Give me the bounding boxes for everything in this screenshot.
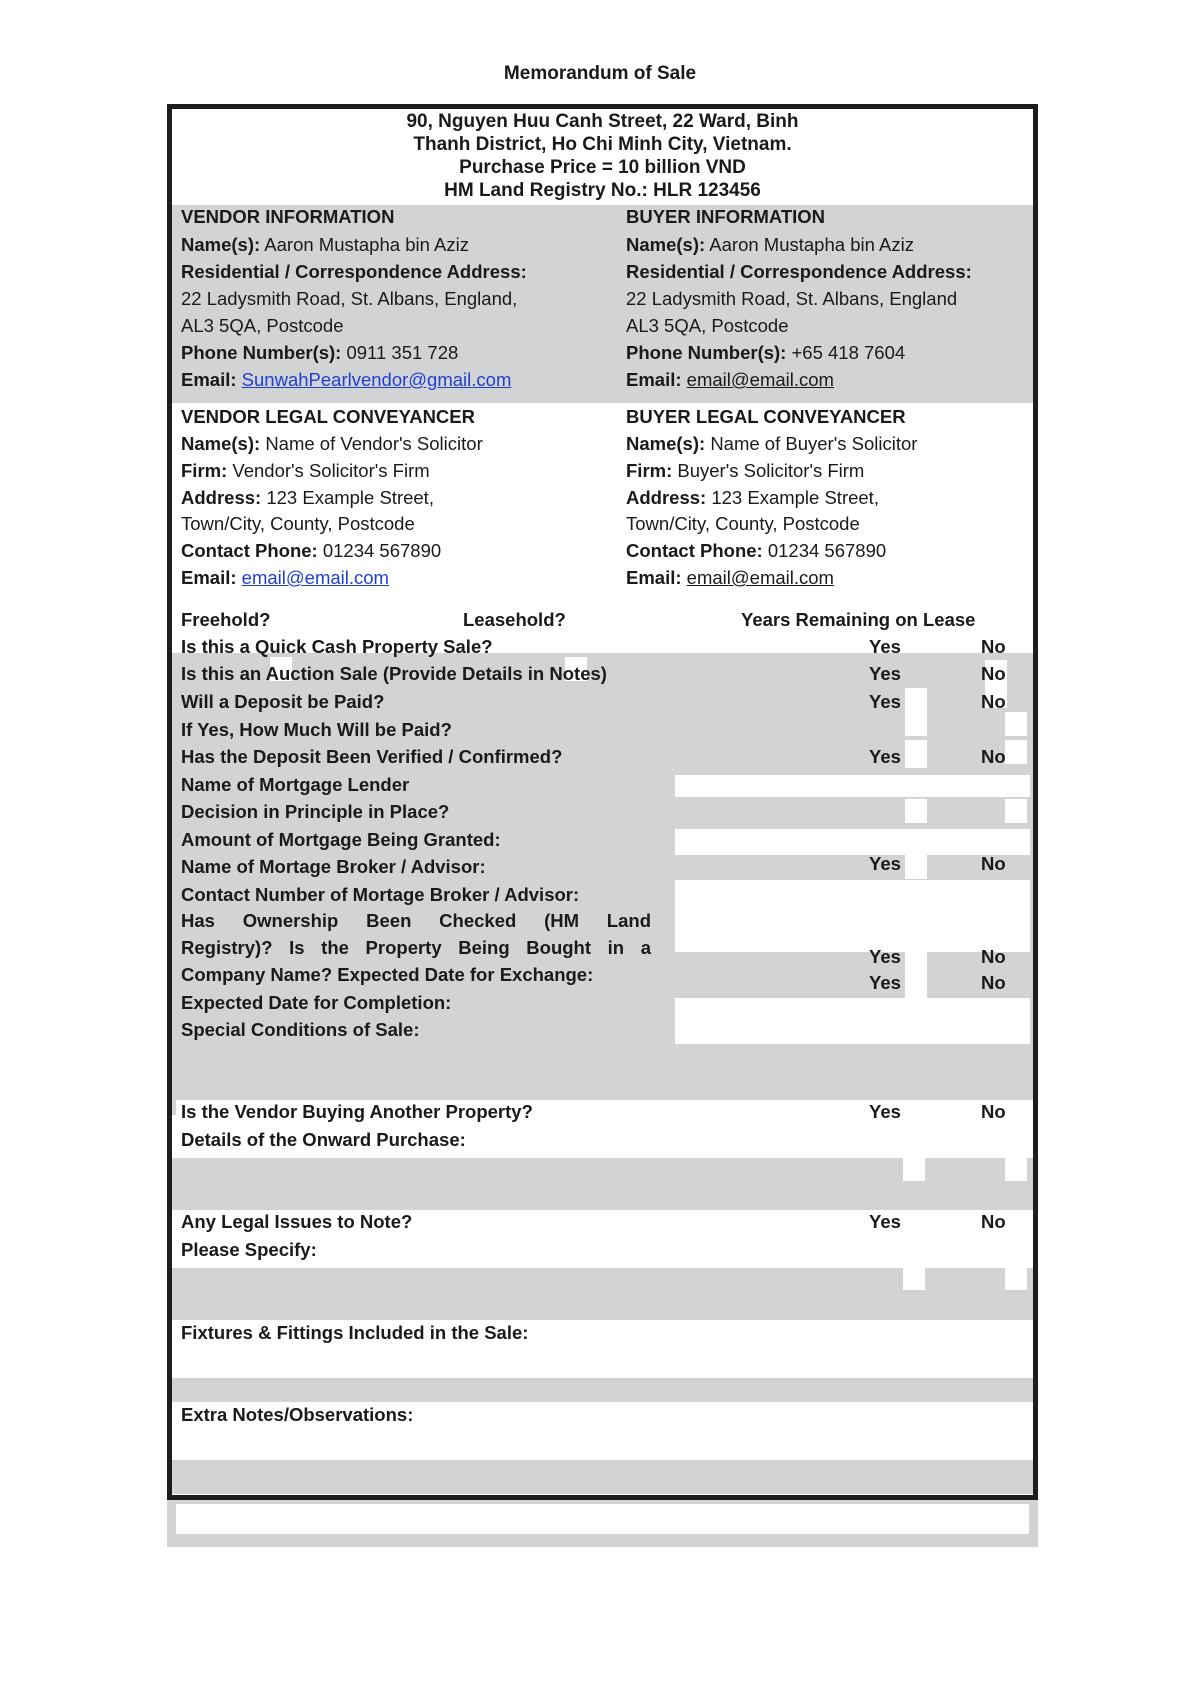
- yes-label: Yes: [869, 636, 901, 657]
- q-notes: Extra Notes/Observations:: [181, 1404, 414, 1425]
- bc-phone: 01234 567890: [767, 540, 887, 561]
- bc-address-row: [626, 487, 917, 509]
- q-auction: Is this an Auction Sale (Provide Details in Notes): [181, 663, 607, 684]
- vendor-phone-row: [181, 342, 527, 364]
- vc-name-row: [181, 433, 483, 455]
- buyer-address-label: Residential / Correspondence Address:: [626, 261, 972, 282]
- buyer-conveyancer-section: [626, 406, 917, 589]
- vc-name-label: Name(s):: [181, 433, 261, 454]
- q-how-much: If Yes, How Much Will be Paid?: [181, 719, 452, 740]
- yes-label: Yes: [869, 853, 901, 874]
- bc-email-link[interactable]: email@email.com: [686, 567, 834, 588]
- q-special: Special Conditions of Sale:: [181, 1019, 420, 1040]
- vendor-phone: 0911 351 728: [346, 342, 459, 363]
- buyer-name-label: Name(s):: [626, 234, 706, 255]
- property-header: [172, 110, 1033, 202]
- bc-name-label: Name(s):: [626, 433, 706, 454]
- buyer-name-row: [626, 234, 972, 256]
- q-onward: Details of the Onward Purchase:: [181, 1129, 466, 1150]
- bc-firm: Buyer's Solicitor's Firm: [677, 460, 865, 481]
- yes-label: Yes: [869, 1101, 901, 1122]
- no-label: No: [981, 972, 1006, 993]
- vendor-address-line1: 22 Ladysmith Road, St. Albans, England,: [181, 288, 518, 309]
- bc-address-line1: 123 Example Street,: [711, 487, 879, 508]
- yes-label: Yes: [869, 1211, 901, 1232]
- buyer-email-row: [626, 369, 972, 391]
- q-mortgage-lender: Name of Mortgage Lender: [181, 774, 410, 795]
- vc-address-row: [181, 487, 483, 509]
- q-ownership: [181, 910, 651, 986]
- no-label: No: [981, 663, 1006, 684]
- buyer-address-line2: AL3 5QA, Postcode: [626, 315, 789, 336]
- bc-firm-row: [626, 460, 917, 482]
- q-legal: Any Legal Issues to Note?: [181, 1211, 413, 1232]
- bc-phone-row: [626, 540, 917, 562]
- vendor-email-label: Email:: [181, 369, 237, 390]
- q-decision: Decision in Principle in Place?: [181, 801, 450, 822]
- bc-email-row: [626, 567, 917, 589]
- bc-address-label: Address:: [626, 487, 707, 508]
- q-mortgage-amount: Amount of Mortgage Being Granted:: [181, 829, 501, 850]
- q-deposit: Will a Deposit be Paid?: [181, 691, 385, 712]
- q-specify: Please Specify:: [181, 1239, 317, 1260]
- vc-phone-label: Contact Phone:: [181, 540, 318, 561]
- freehold-label: Freehold?: [181, 609, 271, 630]
- vc-phone: 01234 567890: [322, 540, 442, 561]
- bc-name-row: [626, 433, 917, 455]
- no-label: No: [981, 946, 1006, 967]
- q-quick-cash: Is this a Quick Cash Property Sale?: [181, 636, 493, 657]
- q-ownership-line2: Registry)? Is the Property Being Bought in a: [181, 937, 651, 958]
- vc-phone-row: [181, 540, 483, 562]
- q-ownership-line1: Has Ownership Been Checked (HM Land: [181, 910, 651, 931]
- years-remaining-label: Years Remaining on Lease: [741, 609, 976, 630]
- q-fixtures: Fixtures & Fittings Included in the Sale:: [181, 1322, 529, 1343]
- yes-label: Yes: [869, 746, 901, 767]
- vc-address-label: Address:: [181, 487, 262, 508]
- vendor-name: Aaron Mustapha bin Aziz: [264, 234, 469, 255]
- document-title: Memorandum of Sale: [503, 63, 697, 84]
- vc-address-line2: Town/City, County, Postcode: [181, 513, 415, 534]
- vc-firm-row: [181, 460, 483, 482]
- q-broker-name: Name of Mortage Broker / Advisor:: [181, 856, 486, 877]
- vendor-address-line2: AL3 5QA, Postcode: [181, 315, 344, 336]
- no-label: No: [981, 853, 1006, 874]
- buyer-info-section: [626, 206, 972, 391]
- vendor-conveyancer-section: [181, 406, 483, 589]
- bc-address-line2: Town/City, County, Postcode: [626, 513, 860, 534]
- vc-name: Name of Vendor's Solicitor: [265, 433, 483, 454]
- buyer-conveyancer-heading: BUYER LEGAL CONVEYANCER: [626, 406, 906, 427]
- q-completion: Expected Date for Completion:: [181, 992, 452, 1013]
- vendor-conveyancer-heading: VENDOR LEGAL CONVEYANCER: [181, 406, 475, 427]
- vc-address-line1: 123 Example Street,: [266, 487, 434, 508]
- buyer-phone-label: Phone Number(s):: [626, 342, 787, 363]
- q-broker-contact: Contact Number of Mortage Broker / Advisor:: [181, 884, 580, 905]
- vc-firm-label: Firm:: [181, 460, 228, 481]
- yes-label: Yes: [869, 972, 901, 993]
- property-address-line2: Thanh District, Ho Chi Minh City, Vietnam.: [413, 134, 792, 155]
- no-label: No: [981, 636, 1006, 657]
- q-vendor-buying: Is the Vendor Buying Another Property?: [181, 1101, 533, 1122]
- q-deposit-verified: Has the Deposit Been Verified / Confirmed?: [181, 746, 563, 767]
- purchase-price: Purchase Price = 10 billion VND: [459, 157, 746, 178]
- buyer-email-link[interactable]: email@email.com: [686, 369, 834, 390]
- buyer-phone-row: [626, 342, 972, 364]
- vendor-info-heading: VENDOR INFORMATION: [181, 206, 395, 227]
- yes-label: Yes: [869, 691, 901, 712]
- leasehold-label: Leasehold?: [463, 609, 566, 630]
- trailing-field[interactable]: [176, 1504, 1029, 1534]
- no-label: No: [981, 1211, 1006, 1232]
- bc-email-label: Email:: [626, 567, 682, 588]
- buyer-phone: +65 418 7604: [791, 342, 906, 363]
- land-registry-number: HM Land Registry No.: HLR 123456: [444, 180, 761, 201]
- vc-email-label: Email:: [181, 567, 237, 588]
- vendor-info-section: [181, 206, 527, 391]
- vendor-email-row: [181, 369, 527, 391]
- property-address-line1: 90, Nguyen Huu Canh Street, 22 Ward, Binh: [406, 111, 799, 132]
- vendor-address-label: Residential / Correspondence Address:: [181, 261, 527, 282]
- vc-email-row: [181, 567, 483, 589]
- no-label: No: [981, 1101, 1006, 1122]
- no-label: No: [981, 746, 1006, 767]
- vendor-email-link[interactable]: SunwahPearlvendor@gmail.com: [241, 369, 512, 390]
- buyer-email-label: Email:: [626, 369, 682, 390]
- buyer-info-heading: BUYER INFORMATION: [626, 206, 826, 227]
- yes-label: Yes: [869, 946, 901, 967]
- vendor-name-label: Name(s):: [181, 234, 261, 255]
- q-ownership-line3: Company Name? Expected Date for Exchange:: [181, 964, 594, 985]
- bc-firm-label: Firm:: [626, 460, 673, 481]
- vendor-name-row: [181, 234, 527, 256]
- no-label: No: [981, 691, 1006, 712]
- bc-phone-label: Contact Phone:: [626, 540, 763, 561]
- buyer-name: Aaron Mustapha bin Aziz: [709, 234, 914, 255]
- yes-label: Yes: [869, 663, 901, 684]
- vendor-phone-label: Phone Number(s):: [181, 342, 342, 363]
- vc-email-link[interactable]: email@email.com: [241, 567, 389, 588]
- bc-name: Name of Buyer's Solicitor: [710, 433, 918, 454]
- buyer-address-line1: 22 Ladysmith Road, St. Albans, England: [626, 288, 958, 309]
- vc-firm: Vendor's Solicitor's Firm: [232, 460, 430, 481]
